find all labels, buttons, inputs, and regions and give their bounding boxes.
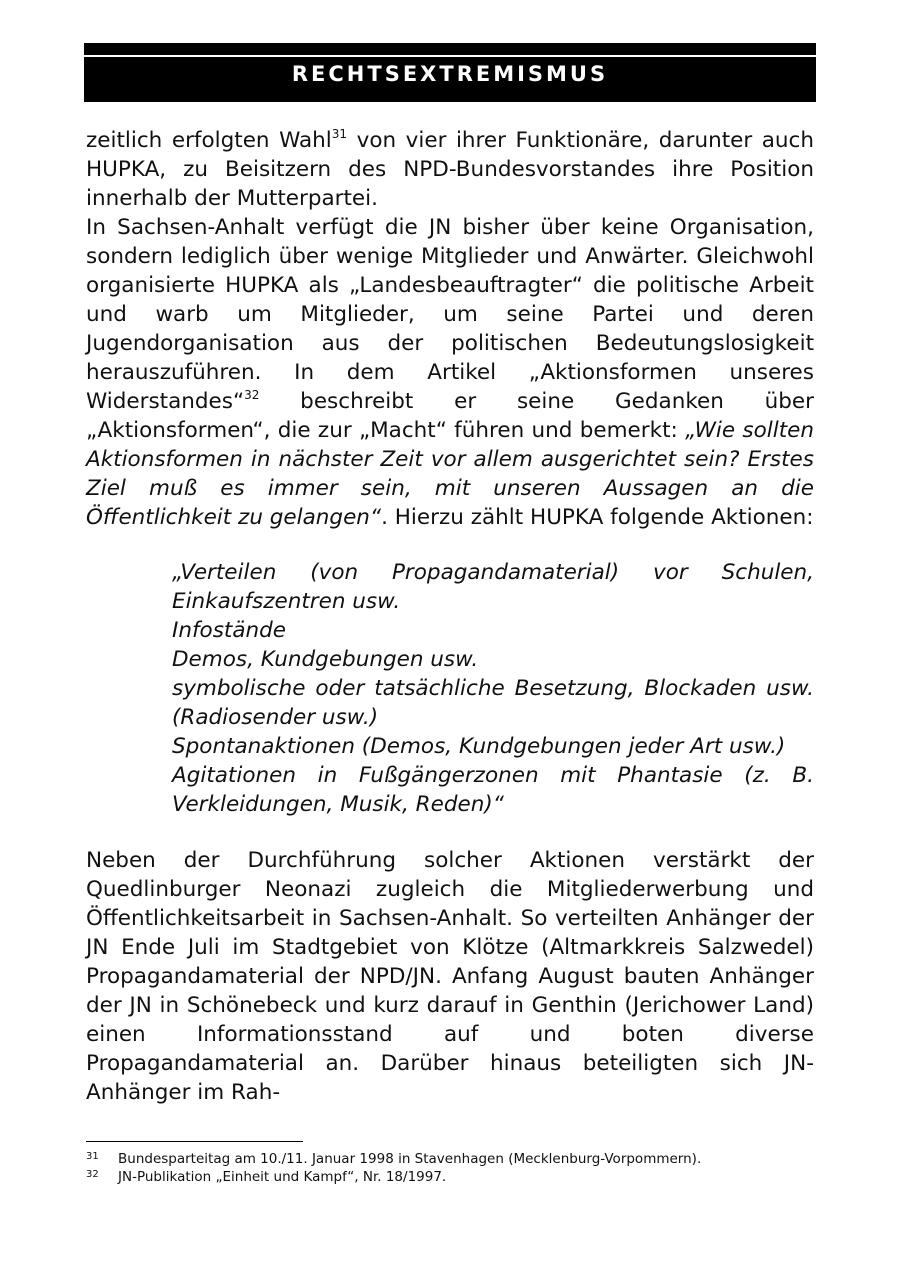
quote-line: Infostände bbox=[172, 618, 286, 643]
footnote-ref-32[interactable]: 32 bbox=[244, 388, 260, 402]
paragraph-2-text-c: . Hierzu zählt HUPKA folgende Aktionen: bbox=[381, 505, 814, 530]
footnote-ref-31[interactable]: 31 bbox=[331, 127, 348, 141]
paragraph-2-text-b: beschreibt er seine Gedanken über „Aktionsformen“, die zur „Macht“ führen und bemerkt: bbox=[86, 389, 814, 443]
footnote-text: Bundesparteitag am 10./11. Januar 1998 in Stavenhagen (Mecklenburg-Vorpommern). bbox=[118, 1151, 702, 1167]
footnote-text: JN-Publikation „Einheit und Kampf“, Nr. 18/1997. bbox=[118, 1169, 447, 1185]
quote-line: symbolische oder tatsächliche Besetzung, Blockaden usw. (Radiosender usw.) bbox=[172, 676, 814, 730]
quote-line: Spontanaktionen (Demos, Kundgebungen jeder Art usw.) bbox=[172, 734, 786, 759]
running-header: RECHTSEXTREMISMUS bbox=[84, 57, 816, 102]
footnote-32 bbox=[86, 1168, 814, 1186]
footnote-number: 32 bbox=[86, 1169, 99, 1180]
inline-quote: „Wie sollten Aktionsformen in nächster Zeit vor allem ausgerichtet sein? Erstes Ziel muß es immer sein, mit unseren Aussagen an die Öffentlichkeit zu gelangen“ bbox=[86, 418, 814, 530]
body-text-bottom bbox=[86, 846, 814, 1107]
paragraph-3: Neben der Durchführung solcher Aktionen verstärkt der Quedlinburger Neonazi zugleich die Mitgliederwerbung und Öffentlichkeitsarbeit in Sachsen-Anhalt. So verteilten Anhänger der JN Ende Juli im Stadtgebiet von Klötze (Altmarkkreis Salzwedel) Propagandamaterial der NPD/JN. Anfang August bauten Anhänger der JN in Schönebeck und kurz darauf in Genthin (Jerichower Land) einen Informationsstand auf und boten diverse Propagandamaterial an. Darüber hinaus beteiligten sich JN-Anhänger im Rah- bbox=[86, 848, 814, 1105]
quote-line: Demos, Kundgebungen usw. bbox=[172, 647, 479, 672]
block-quote bbox=[172, 558, 814, 819]
paragraph-2-text-a: In Sachsen-Anhalt verfügt die JN bisher über keine Organisation, sondern lediglich über wenige Mitglieder und Anwärter. Gleichwohl organisierte HUPKA als „Landesbeauftragter“ die politische Arbeit und warb um Mitglieder, um seine Partei und deren Jugendorganisation aus der politischen Bedeutungslosigkeit herauszuführen. In dem Artikel „Aktionsformen unseres Widerstandes“ bbox=[86, 215, 814, 414]
paragraph-1-text-b: von vier ihrer Funktionäre, darunter auch HUPKA, zu Beisitzern des NPD-Bundesvorstandes ihre Position innerhalb der Mutterpartei. bbox=[86, 128, 814, 211]
paragraph-1-text-a: zeitlich erfolgten Wahl bbox=[86, 128, 332, 153]
header-rule bbox=[84, 43, 816, 55]
footnote-number: 31 bbox=[86, 1151, 99, 1162]
footnote-separator bbox=[86, 1141, 303, 1142]
footnotes bbox=[86, 1150, 814, 1186]
footnote-31 bbox=[86, 1150, 814, 1168]
quote-line: „Verteilen (von Propagandamaterial) vor Schulen, Einkaufszentren usw. bbox=[172, 560, 814, 614]
paragraph-1 bbox=[86, 126, 814, 213]
body-text-top bbox=[86, 126, 814, 532]
paragraph-2 bbox=[86, 213, 814, 532]
quote-line: Agitationen in Fußgängerzonen mit Phantasie (z. B. Verkleidungen, Musik, Reden)“ bbox=[172, 763, 814, 817]
